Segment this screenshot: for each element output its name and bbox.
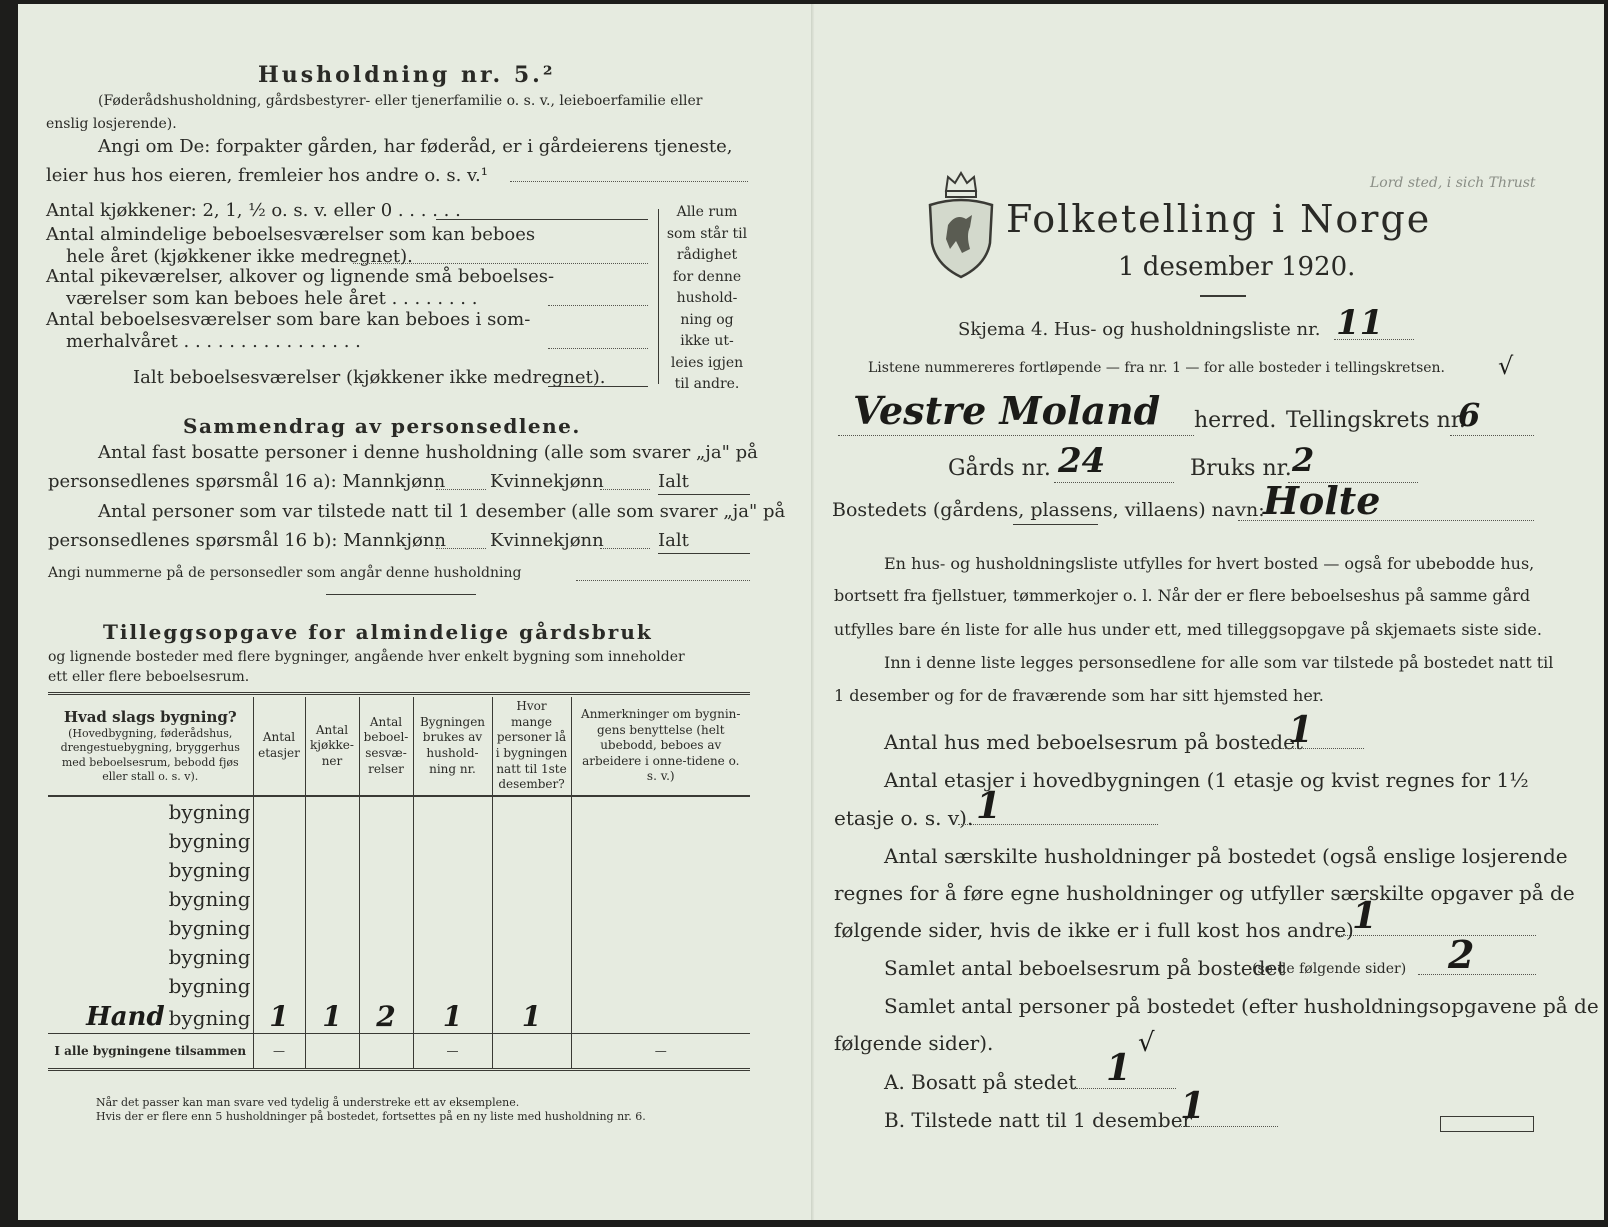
census-form-sheet (18, 4, 1604, 1220)
q-etasjer-2: etasje o. s. v). (834, 806, 974, 830)
summary-ialt-1: Ialt (658, 471, 689, 492)
handwritten-rooms: 2 (359, 1000, 413, 1034)
herred-value: Vestre Moland (853, 388, 1161, 433)
q-personer-2: følgende sider). (834, 1031, 994, 1055)
q-bosatt: A. Bosatt på stedet (884, 1070, 1077, 1094)
instruction-5: 1 desember og for de fraværende som har sitt hjemsted her. (834, 686, 1324, 705)
coat-of-arms-emblem (926, 169, 996, 281)
summary-line-1: Antal fast bosatte personer i denne husholdning (alle som svarer „ja" på (98, 442, 758, 463)
instruction-4: Inn i denne liste legges personsedlene for alle som var tilstede på bostedet natt til (884, 653, 1554, 672)
table-row: bygning (48, 796, 750, 826)
instruction-2: bortsett fra fjellstuer, tømmerkojer o. l. Når der er flere beboelseshus på samme gård (834, 586, 1531, 605)
addendum-intro-2: ett eller flere beboelsesrum. (48, 669, 250, 685)
handwritten-persons: 1 (492, 1000, 571, 1034)
q-tilstede: B. Tilstede natt til 1 desember (884, 1108, 1193, 1132)
handwritten-floors: 1 (253, 1000, 305, 1034)
table-row: bygning (48, 826, 750, 855)
a-bosatt: 1 (1106, 1047, 1132, 1089)
printer-stamp (1440, 1116, 1534, 1132)
summary-line-3: Antal personer som var tilstede natt til 1 desember (alle som svarer „ja" på (98, 501, 786, 522)
bosted-value: Holte (1263, 478, 1381, 523)
header-remarks: Anmerkninger om bygnin-gens benyttelse (helt ubebodd, beboes av arbeidere i onne-tidene o. s. v.) (571, 697, 750, 796)
table-row: bygning (48, 855, 750, 884)
summary-line-2: personsedlenes spørsmål 16 a): Mannkjønn (48, 471, 446, 492)
q-hushold-3: følgende sider, hvis de ikke er i full kost hos andre) (834, 918, 1354, 942)
footnote-2: Hvis der er flere enn 5 husholdninger på bostedet, fortsettes på en ny liste med husholdning nr. 6. (96, 1110, 646, 1123)
check-mark-top: √ (1498, 352, 1514, 380)
summary-title: Sammendrag av personsedlene. (183, 414, 581, 438)
rooms-kitchens: Antal kjøkkener: 2, 1, ½ o. s. v. eller 0 . . . . . . (46, 200, 461, 221)
a-hushold: 1 (1352, 895, 1378, 937)
q-personer-1: Samlet antal personer på bostedet (efter husholdningsopgavene på de (884, 994, 1599, 1018)
krets-label: Tellingskrets nr. (1286, 408, 1466, 433)
numbering-note: Listene nummereres fortløpende — fra nr. 1 — for alle bosteder i tellingskretsen. (868, 360, 1446, 376)
header-rooms: Antal beboel-sesvæ-relser (359, 697, 413, 796)
total-label: I alle bygningene tilsammen (48, 1034, 253, 1070)
krets-value: 6 (1458, 396, 1481, 434)
header-building-type: Hvad slags bygning? (Hovedbygning, føderådshus, drengestuebygning, bryggerhus med beboelsesrum, bebodd fjøs eller stall o. s. v). (48, 697, 253, 796)
addendum-title: Tilleggsopgave for almindelige gårdsbruk (103, 620, 653, 644)
page-fold (811, 4, 815, 1220)
check-mark-bosatt: √ (1138, 1028, 1155, 1058)
bruks-value: 2 (1292, 441, 1315, 479)
list-number: 11 (1336, 303, 1384, 343)
a-etasjer: 1 (976, 785, 1002, 827)
a-hus: 1 (1288, 709, 1314, 751)
summary-line-4: personsedlenes spørsmål 16 b): Mannkjønn (48, 530, 447, 551)
a-rum: 2 (1448, 932, 1475, 977)
header-floors: Antal etasjer (253, 697, 305, 796)
footnote-1: Når det passer kan man svare ved tydelig å understreke ett av eksemplene. (96, 1096, 520, 1109)
rooms-small-2: værelser som kan beboes hele året . . . . . . . . (66, 288, 478, 309)
angi-line-2: leier hus hos eieren, fremleier hos andre o. s. v.¹ (46, 165, 488, 186)
addendum-intro-1: og lignende bosteder med flere bygninger, angående hver enkelt bygning som inneholder (48, 649, 685, 665)
rooms-summer-1: Antal beboelsesværelser som bare kan beboes i som- (46, 309, 531, 330)
rooms-summer-2: merhalvåret . . . . . . . . . . . . . . . . (66, 331, 361, 352)
gards-label: Gårds nr. (948, 456, 1051, 481)
form-title: Folketelling i Norge (1006, 197, 1432, 241)
household-intro-1: (Føderådshusholdning, gårdsbestyrer- eller tjenerfamilie o. s. v., leieboerfamilie eller (98, 93, 703, 109)
skjema-label: Skjema 4. Hus- og husholdningsliste nr. (958, 319, 1321, 340)
handwritten-kitchens: 1 (305, 1000, 359, 1034)
table-row-filled: Hand bygning 1 1 2 1 1 (48, 1000, 750, 1034)
q-hushold-2: regnes for å føre egne husholdninger og utfyller særskilte opgaver på de (834, 881, 1575, 905)
q-rum: Samlet antal beboelsesrum på bostedet (884, 956, 1286, 980)
bruks-label: Bruks nr. (1190, 456, 1292, 481)
handwritten-building-name: Hand (86, 1001, 165, 1032)
household-title: Husholdning nr. 5.² (258, 62, 556, 88)
summary-numbers: Angi nummerne på de personsedler som angår denne husholdning (48, 565, 522, 581)
q-etasjer-1: Antal etasjer i hovedbygningen (1 etasje og kvist regnes for 1½ (884, 768, 1529, 792)
household-intro-2: enslig losjerende). (46, 116, 177, 132)
buildings-table (48, 697, 750, 1071)
form-date: 1 desember 1920. (1118, 252, 1356, 282)
rooms-small-1: Antal pikeværelser, alkover og lignende små beboelses- (46, 266, 555, 287)
table-row: bygning (48, 971, 750, 1000)
herred-label: herred. (1194, 408, 1277, 433)
instruction-3: utfylles bare én liste for alle hus under ett, med tilleggsopgave på skjemaets siste side. (834, 620, 1542, 639)
header-kitchens: Antal kjøkke-ner (305, 697, 359, 796)
handwritten-household: 1 (413, 1000, 492, 1034)
pencil-note: Lord sted, i sich Thrust (1370, 175, 1536, 191)
summary-kvinne-2: Kvinnekjønn (490, 530, 604, 551)
a-tilstede: 1 (1180, 1085, 1206, 1127)
q-hus: Antal hus med beboelsesrum på bostedet (884, 730, 1303, 754)
q-rum-note: (se de følgende sider) (1252, 961, 1407, 977)
summary-kvinne-1: Kvinnekjønn (490, 471, 604, 492)
summary-ialt-2: Ialt (658, 530, 689, 551)
header-persons: Hvor mange personer lå i bygningen natt til 1ste desember? (492, 697, 571, 796)
rooms-total: Ialt beboelsesværelser (kjøkkener ikke medregnet). (133, 367, 606, 388)
angi-line-1: Angi om De: forpakter gården, har føderåd, er i gårdeierens tjeneste, (98, 136, 733, 157)
rooms-side-note: Alle rum som står til rådighet for denne hushold- ning og ikke ut- leies igjen til andre. (666, 204, 748, 392)
rooms-ordinary-2: hele året (kjøkkener ikke medregnet). (66, 246, 413, 267)
table-row: bygning (48, 942, 750, 971)
table-row: bygning (48, 884, 750, 913)
rooms-ordinary-1: Antal almindelige beboelsesværelser som kan beboes (46, 224, 536, 245)
bosted-label: Bostedets (gårdens, plassens, villaens) navn: (832, 499, 1265, 521)
header-household: Bygningen brukes av hushold-ning nr. (413, 697, 492, 796)
instruction-1: En hus- og husholdningsliste utfylles for hvert bosted — også for ubebodde hus, (884, 554, 1535, 573)
table-total-row: I alle bygningene tilsammen — — — (48, 1034, 750, 1070)
gards-value: 24 (1058, 441, 1106, 481)
q-hushold-1: Antal særskilte husholdninger på bostedet (også enslige losjerende (884, 844, 1568, 868)
table-row: bygning (48, 913, 750, 942)
